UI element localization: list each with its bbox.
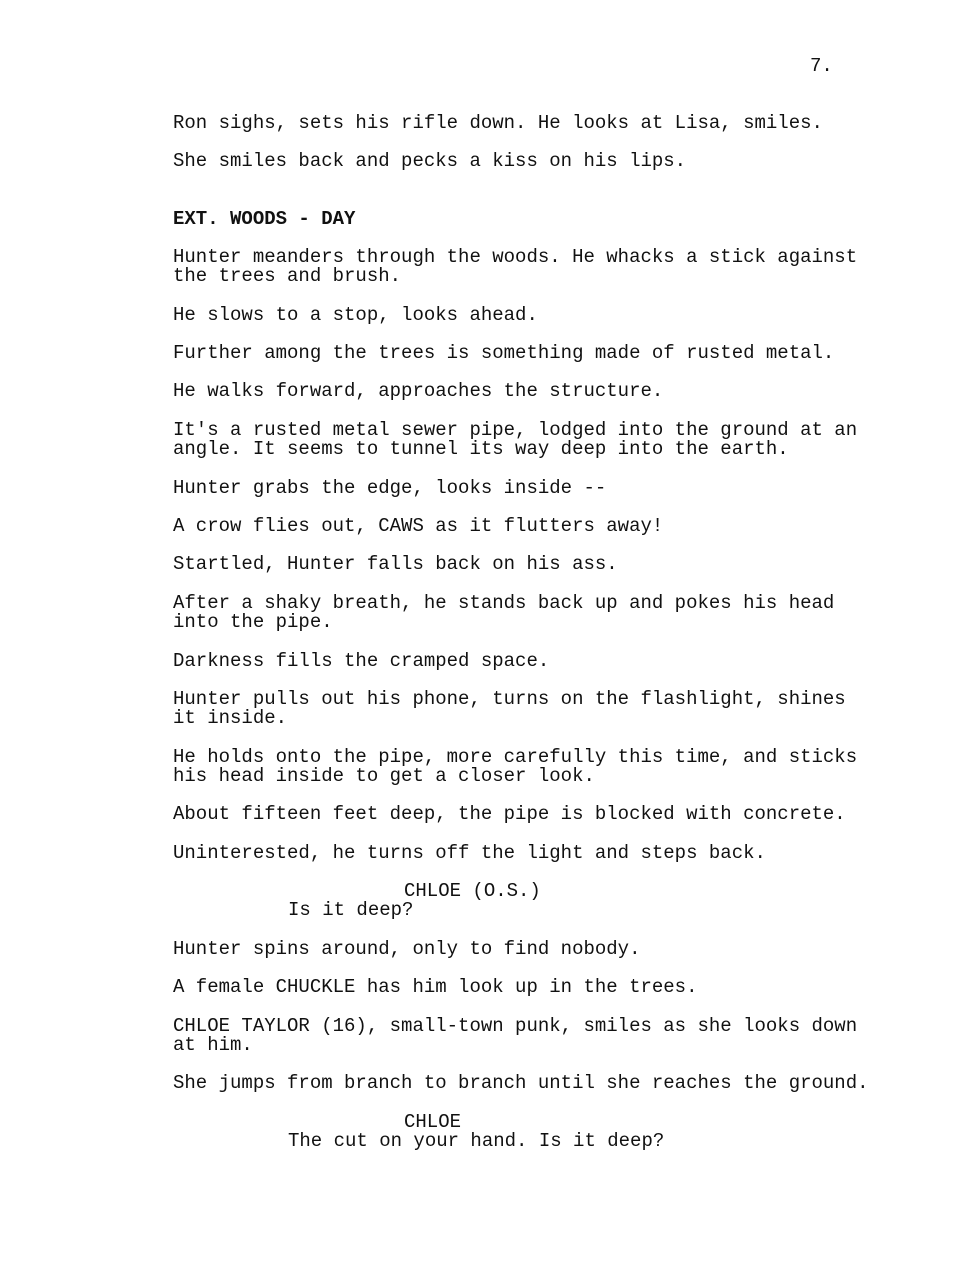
action-line: his head inside to get a closer look. bbox=[173, 765, 595, 787]
action-line: He holds onto the pipe, more carefully this time, and sticks bbox=[173, 746, 858, 768]
action-line: A crow flies out, CAWS as it flutters away! bbox=[173, 515, 664, 537]
action-line: Ron sighs, sets his rifle down. He looks at Lisa, smiles. bbox=[173, 112, 823, 134]
action-line: About fifteen feet deep, the pipe is blocked with concrete. bbox=[173, 803, 846, 825]
action-line: Hunter pulls out his phone, turns on the flashlight, shines bbox=[173, 688, 846, 710]
page-number: 7. bbox=[810, 55, 833, 77]
action-line: Uninterested, he turns off the light and steps back. bbox=[173, 842, 766, 864]
action-line: A female CHUCKLE has him look up in the trees. bbox=[173, 976, 698, 998]
action-line: it inside. bbox=[173, 707, 288, 729]
action-line: the trees and brush. bbox=[173, 265, 402, 287]
dialogue-line: The cut on your hand. Is it deep? bbox=[288, 1130, 665, 1152]
action-line: After a shaky breath, he stands back up and pokes his head bbox=[173, 592, 835, 614]
dialogue-line: Is it deep? bbox=[288, 899, 414, 921]
scene-heading: EXT. WOODS - DAY bbox=[173, 208, 356, 230]
character-name: CHLOE (O.S.) bbox=[404, 880, 541, 902]
action-line: Darkness fills the cramped space. bbox=[173, 650, 550, 672]
action-line: Further among the trees is something made of rusted metal. bbox=[173, 342, 835, 364]
action-line: angle. It seems to tunnel its way deep into the earth. bbox=[173, 438, 789, 460]
action-line: He slows to a stop, looks ahead. bbox=[173, 304, 538, 326]
action-line: It's a rusted metal sewer pipe, lodged into the ground at an bbox=[173, 419, 858, 441]
action-line: He walks forward, approaches the structure. bbox=[173, 380, 664, 402]
action-line: into the pipe. bbox=[173, 611, 333, 633]
action-line: She jumps from branch to branch until she reaches the ground. bbox=[173, 1072, 869, 1094]
action-line: at him. bbox=[173, 1034, 253, 1056]
character-name: CHLOE bbox=[404, 1111, 462, 1133]
action-line: Hunter grabs the edge, looks inside -- bbox=[173, 477, 607, 499]
action-line: She smiles back and pecks a kiss on his lips. bbox=[173, 150, 687, 172]
action-line: Startled, Hunter falls back on his ass. bbox=[173, 553, 618, 575]
action-line: Hunter spins around, only to find nobody. bbox=[173, 938, 641, 960]
action-line: Hunter meanders through the woods. He whacks a stick against bbox=[173, 246, 858, 268]
action-line: CHLOE TAYLOR (16), small-town punk, smiles as she looks down bbox=[173, 1015, 858, 1037]
